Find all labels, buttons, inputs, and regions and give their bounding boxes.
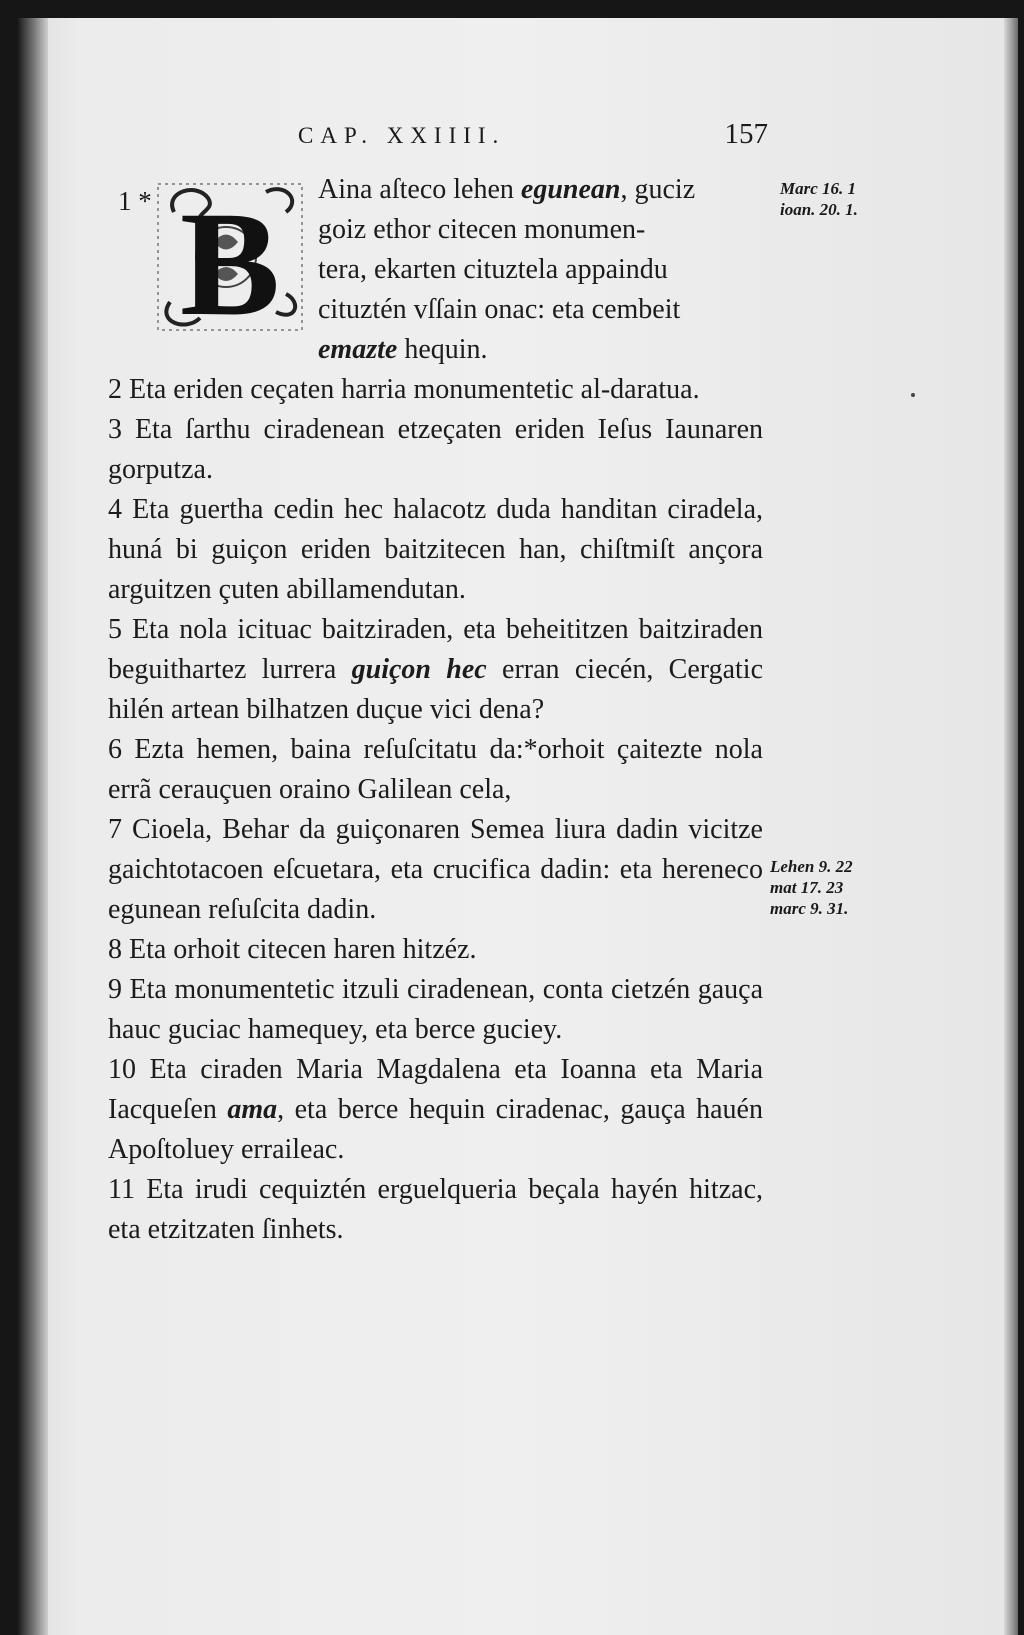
verse-1-italic-word-1: egunean — [520, 174, 621, 205]
book-page — [18, 18, 1018, 1635]
margin-reference-1 — [780, 178, 858, 220]
verse-6: 6 Ezta hemen, baina reſuſcitatu da:*orhoit çaitezte nola errã cerauçuen oraino Galilean cela, — [108, 734, 763, 805]
verse-number-1: 1 * — [118, 186, 152, 216]
book-spine-shadow — [18, 18, 48, 1635]
verse-10 — [108, 1050, 763, 1170]
verse-10-part-2: , eta berce hequin ciradenac, gauça hauén Apoſtoluey erraileac. — [108, 1094, 763, 1165]
verse-11: 11 Eta irudi cequiztén erguelqueria beçala hayén hitzac, eta etzitzaten ſinhets. — [108, 1174, 763, 1245]
verse-3: 3 Eta ſarthu ciradenean etzeçaten eriden Ieſus Iaunaren gorputza. — [108, 414, 763, 485]
verse-1-italic-word-2: emazte — [318, 334, 398, 365]
verse-5-part-1: 5 Eta nola icituac baitziraden, eta beheititzen baitziraden beguithartez lurrera — [108, 614, 763, 685]
verse-1-line-3: tera, ekarten cituztela appaindu — [318, 254, 668, 285]
verse-5-italic: guiçon hec — [351, 654, 487, 685]
running-header — [298, 118, 768, 151]
margin-ref-line: Marc 16. 1 — [780, 179, 857, 198]
verse-1-line-1-text: Aina aſteco lehen — [318, 174, 521, 205]
verse-1-line-1-end: , guciz — [620, 174, 696, 205]
verse-4: 4 Eta guertha cedin hec halacotz duda handitan ciradela, huná bi guiçon eriden baitzitecen han, chiſtmiſt ançora arguitzen çuten abillamendutan. — [108, 494, 763, 605]
verse-8: 8 Eta orhoit citecen haren hitzéz. — [108, 934, 477, 965]
ink-speck — [911, 393, 915, 397]
verse-1-line-4: cituztén vſſain onac: eta cembeit — [318, 294, 681, 325]
verse-1-line-5-text: hequin. — [397, 334, 488, 365]
verse-5 — [108, 610, 763, 730]
margin-ref-line: mat 17. 23 — [770, 878, 844, 897]
verse-2: 2 Eta eriden ceçaten harria monumentetic al-daratua. — [108, 374, 700, 405]
chapter-heading: CAP. XXIIII. — [298, 123, 506, 148]
verse-10-part-1: 10 Eta ciraden Maria Magdalena eta Ioanna eta Maria Iacqueſen — [108, 1054, 763, 1125]
margin-ref-line: ioan. 20. 1. — [780, 200, 858, 219]
verse-10-italic: ama — [227, 1094, 278, 1125]
verse-1-opening — [318, 170, 763, 370]
verse-1-line-5 — [318, 330, 763, 370]
ornamental-drop-cap — [156, 182, 304, 332]
verse-1-line-1 — [318, 170, 763, 210]
margin-ref-line: Lehen 9. 22 — [770, 857, 853, 876]
drop-cap-letter: B — [179, 182, 281, 332]
verse-1-line-2: goiz ethor citecen monumen- — [318, 214, 646, 245]
verses-body — [108, 370, 763, 1250]
page-number: 157 — [724, 118, 768, 150]
verse-9: 9 Eta monumentetic itzuli ciradenean, conta cietzén gauça hauc guciac hamequey, eta berce guciey. — [108, 974, 763, 1045]
margin-reference-2 — [770, 856, 853, 919]
page-edge-shadow — [1004, 18, 1018, 1635]
verse-5-part-2: erran ciecén, Cergatic hilén artean bilhatzen duçue vici dena? — [108, 654, 764, 725]
margin-ref-line: marc 9. 31. — [770, 899, 849, 918]
drop-cap-ornament — [156, 182, 304, 332]
verse-7: 7 Cioela, Behar da guiçonaren Semea liura dadin vicitze gaichtotacoen eſcuetara, eta crucifica dadin: eta hereneco egunean reſuſcita dadin. — [108, 814, 763, 925]
